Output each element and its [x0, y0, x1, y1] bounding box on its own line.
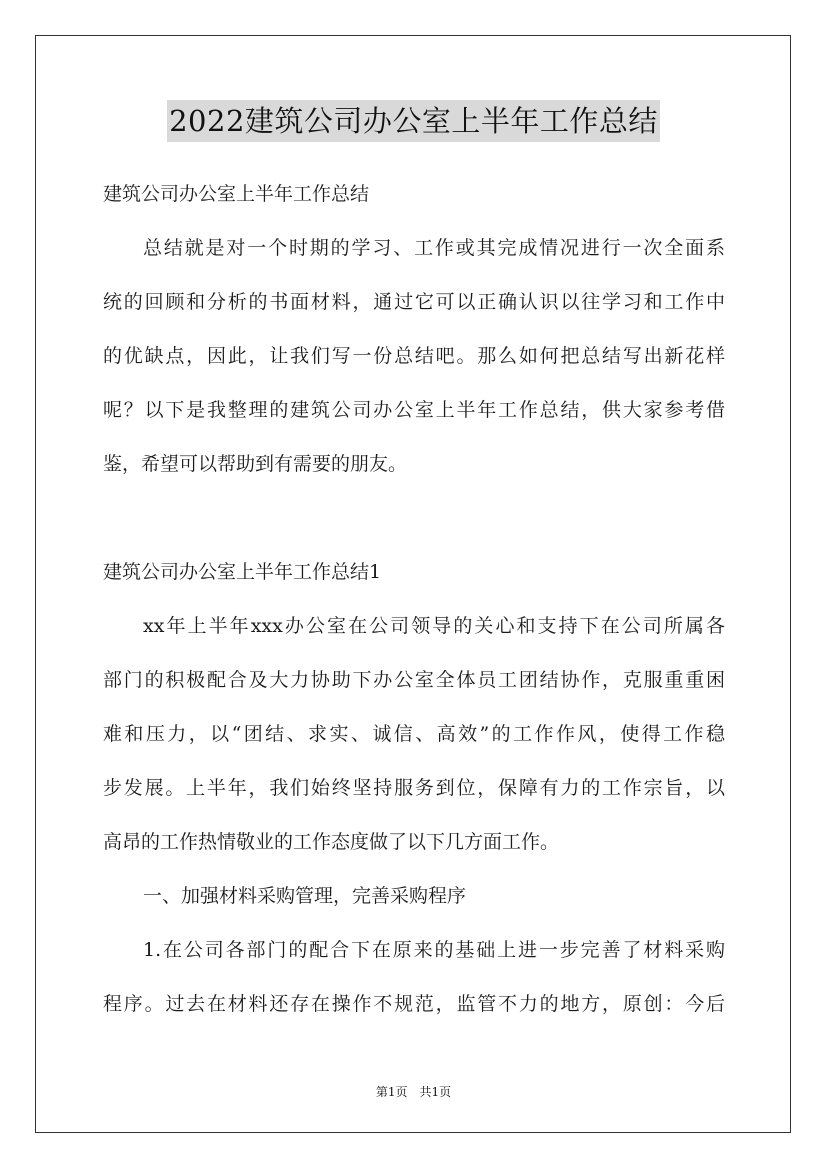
section-line-1: xx年上半年xxx办公室在公司领导的关心和支持下在公司所属各: [143, 615, 725, 637]
item-line-2: 程序。过去在材料还存在操作不规范，监管不力的地方，原创：今后: [103, 993, 725, 1015]
intro-line-2: 统的回顾和分析的书面材料，通过它可以正确认识以往学习和工作中: [103, 291, 725, 313]
item-line-1: 1.在公司各部门的配合下在原来的基础上进一步完善了材料采购: [143, 939, 725, 961]
intro-line-5: 鉴，希望可以帮助到有需要的朋友。: [103, 453, 408, 475]
document-subtitle: 建筑公司办公室上半年工作总结: [103, 183, 370, 205]
intro-line-4: 呢？以下是我整理的建筑公司办公室上半年工作总结，供大家参考借: [103, 399, 725, 421]
intro-line-3: 的优缺点，因此，让我们写一份总结吧。那么如何把总结写出新花样: [103, 345, 725, 367]
section-line-5: 高昂的工作热情敬业的工作态度做了以下几方面工作。: [103, 831, 560, 853]
title-container: [0, 100, 827, 142]
page-footer: 第1页 共1页: [375, 1085, 452, 1099]
section-line-4: 步发展。上半年，我们始终坚持服务到位，保障有力的工作宗旨，以: [103, 777, 725, 799]
document-title: 2022建筑公司办公室上半年工作总结: [167, 100, 660, 142]
section-heading: 建筑公司办公室上半年工作总结1: [103, 561, 382, 583]
section-line-3: 难和压力，以“团结、求实、诚信、高效”的工作作风，使得工作稳: [103, 723, 725, 745]
section-line-2: 部门的积极配合及大力协助下办公室全体员工团结协作，克服重重困: [103, 669, 725, 691]
intro-line-1: 总结就是对一个时期的学习、工作或其完成情况进行一次全面系: [143, 237, 725, 259]
item-heading: 一、加强材料采购管理，完善采购程序: [143, 885, 467, 907]
